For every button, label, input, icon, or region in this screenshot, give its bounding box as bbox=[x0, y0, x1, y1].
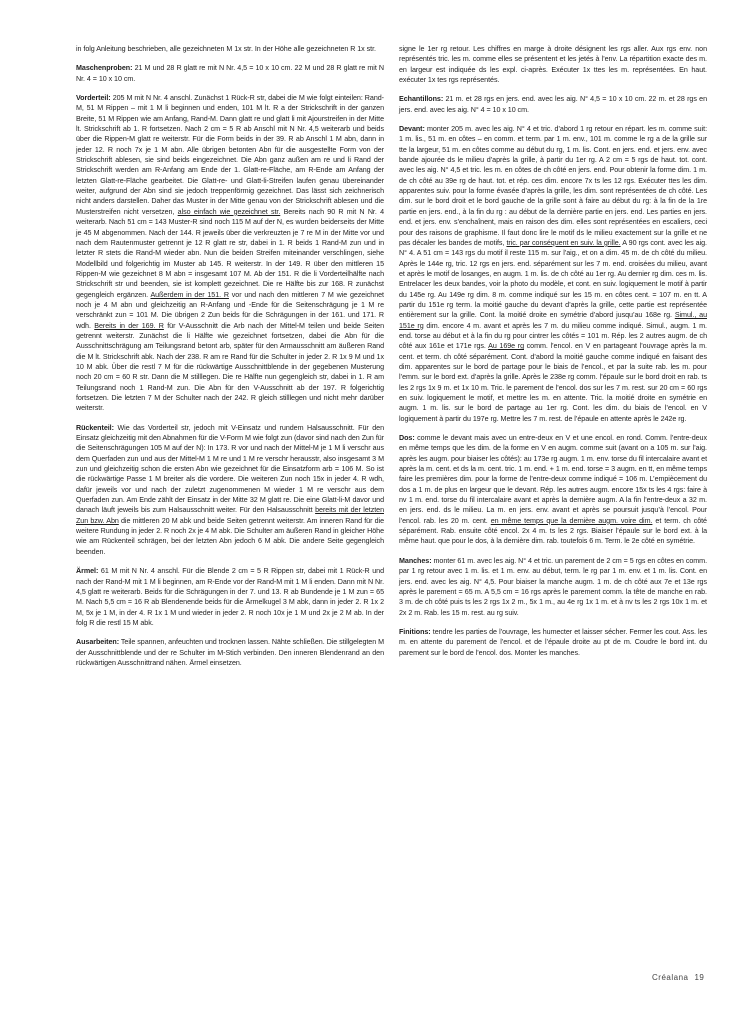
paragraph-text: comme le devant mais avec un entre-deux en V et une encol. en rond. Comm. l’entre-deux en même temps que les dim. de la forme en V en augm. comme suit (avant on a 105 m. sur l’aig. après les augm. pour biaiser les côtés): au 173e rg augm. 1 m. env. torse du fil intercalaire avant et après la m. cent. et ds la m. cent. tric. 1 m. end. + 1 m. end. torse = 3 augm. en tt, en même temps faire les premières dim. pour la forme de l’entre-deux comme indiqué = 106 m. L’empiècement du dos a 1 m. de plus en largeur que le devant. Rép. les autres augm. encore 15x ts les 4 rgs: faire à nv 1 m. end. torse du fil intercalaire avant et après la dernière augm. A la fin l’entre-deux a 32 m. en jers. end. ds le milieu. La m. en jers. env. avant et après se poursuit jusqu’à l’encol. Pour l’encol. rab. les 20 m. cent. bbox=[399, 434, 707, 525]
underlined-phrase: en même temps que la dernière augm. voire dim. bbox=[490, 516, 653, 525]
paragraph-text: comm. l’encol. en V en partageant l’ouvrage après la m. cent. et term. ch côté séparément. Cont. d’abord la moitié gauche comme indiqué en faisant des dim. apparentes sur le bord de partage pour le biais de l’encol., et par la suite rab. les m. pour l’emm. sur le bord ext. d’après la grille. Après le 238e rg comm. l’épaule sur le bord droit en rab. ts les 2 rgs 1x 9 m. et 1x 10 m. Tric. le parement de l’encol. dos sur les 7 m. rest. sur 20 cm = 60 rgs en suiv. logiquement le motif, et mettre les m. en attente. Tric. la moitié droite en symétrie en augm. 1 m. lis. sur le bord de partage au 1er rg. Cont. les dim. du biais de l’encol. en V logiquement à partir du 197e rg. Mettre les 7 m. rest. de l’épaule en attente après le 242e rg. bbox=[399, 342, 707, 423]
paragraph-text: 205 M mit N Nr. 4 anschl. Zunächst 1 Rück-R str, dabei die M wie folgt einteilen: Rand-M, 51 M Rippen – mit 1 M li beginnen und enden, 101 M lt. R a der Strickschrift in der ganzen Breite, 51 M Rippen wie am Anfang, Rand-M. Dann glatt re und glatt li mit Ajourstreifen in der Mitte lt. Strickschrift ab 1. R fortsetzen. Nach 2 cm = 5 R ab Anschl mit N Nr. 4,5 weiterarb und beids über die Rippen-M glatt re weiterstr. Für die Form beids in der 39. R ab Anschl 1 M abn, dann in jeder 12. R noch 7x je 1 M abn. Alle übrigen betonten Abn für die ausgestellte Form von der Strickschrift ablesen, sie sind beids eingezeichnet. Die Abn ganz außen am re und li Rand der Strickschrift werden am R-Anfang am Ende der 1. Glatt-re-Fläche, am R-Ende am Anfang der letzten Glatt-re-Fläche gearbeitet. Die Glatt-re- und Glatt-li-Streifen laufen genau übereinander weiter, aufgrund der Abn sind sie jedoch treppenförmig gezeichnet. Das lässt sich zeichnerisch nicht anders darstellen. Daher das Muster in der Mitte genau von der Strickschrift ablesen und die Musterstreifen nicht versetzen, bbox=[76, 94, 384, 216]
right-paragraph bbox=[399, 556, 707, 618]
underlined-phrase: also einfach wie gezeichnet str. bbox=[177, 207, 281, 216]
paragraph-text: 61 M mit N Nr. 4 anschl. Für die Blende 2 cm = 5 R Rippen str, dabei mit 1 Rück-R und nach der Rand-M mit 1 M li beginnen, am R-Ende vor der Rand-M mit 1 M li enden. Dann mit N Nr. 4,5 glatt re weiterarb. Beids für die Schrägungen in der 7. und 13. R ab Bundende je 1 M zun = 65 M. Nach 5,5 cm = 16 R ab Blendenende beids für die Ärmelkugel 3 M abk, dann in jeder 2. R 1x 2 M, 5x je 1 M, in der 4. R 1x 1 M und wieder in jeder 2. R noch 10x je 1 M und 2x je 2 M ab. In der folg R die restl 15 M abk. bbox=[76, 567, 384, 627]
section-heading: Devant: bbox=[399, 125, 425, 134]
right-paragraph bbox=[399, 627, 707, 658]
underlined-phrase: bereits mit der letzten Zun bzw. Abn bbox=[76, 506, 384, 525]
underlined-phrase: Simul., au 151e rg bbox=[399, 311, 707, 330]
right-paragraph bbox=[399, 94, 707, 115]
left-paragraph bbox=[76, 566, 384, 628]
paragraph-text: et term. ch côté séparément. Rab. ensuite côté encol. 2x 4 m. ts les 2 rgs. Biaiser l’épaule sur le bord ext. à la même haut. que pour le dos, à la dernière dim. rab. toutefois 6 m. Term. le 2e côté en symétrie. bbox=[399, 516, 707, 546]
section-heading: Finitions: bbox=[399, 627, 431, 636]
right-paragraph bbox=[399, 433, 707, 547]
paragraph-text: tendre les parties de l’ouvrage, les humecter et laisser sécher. Fermer les cout. Ass. les m. en attente du parement de l’encol. et de l’épaule droite au pt de m. Coudre le bord int. du parement sur le bord de l’encol. dos. Monter les manches. bbox=[399, 627, 708, 657]
paragraph-text: vor und nach den mittleren 7 M wie gezeichnet noch je 4 M abn und gleichzeitig an R-Anfang und -Ende für die Seitenschrägung je 1 M re verschränkt zun = 101 M. Die übrigen 2 Zun beids für die Schrägungen in der 161. und 171. R wdh. bbox=[76, 290, 384, 330]
paragraph-text: signe le 1er rg retour. Les chiffres en marge à droite désignent les rgs aller. Aux rgs env. non représentés tric. les m. comme elles se présentent et les jetés à l’env. La répartition exacte des m. en largeur est indiquée ds les expl. ci-après. Exécuter 1x ttes les m. représentées. En haut. exécuter 1x tes rgs représentés. bbox=[399, 45, 707, 85]
right-paragraph bbox=[399, 44, 707, 85]
page-number: 19 bbox=[694, 973, 705, 982]
paragraph-text: A 90 rgs cont. avec les aig. N° 4. A 51 cm = 143 rgs du motif il reste 115 m. sur l’aig., et on a dim. 45 m. de ch côté du milieu. Après le 144e rg, tric. 12 rgs en jers. end. séparément sur les 7 m. end. croisées du milieu, avant et après le motif de losanges, en augm. 1 m. lis. de ch côté au 1er rg. Au dernier rg dim. ces m. lis. Entrelacer les deux bandes, voir la photo du modèle, et cont. en suiv. logiquement le motif à partir du 145e rg. Au 149e rg dim. 8 m. comme indiqué sur les 15 m. en côtes cent. = 107 m. en tt. A partir du 151e rg term. la moitié gauche du devant d’après la grille, cette partie est représentée entièrement sur la grille. Cont. la moitié droite en symétrie d’abord jusqu’au 168e rg. bbox=[399, 238, 707, 320]
paragraph-text: Wie das Vorderteil str, jedoch mit V-Einsatz und rundem Halsausschnitt. Für den Einsatz gleichzeitig mit den Abnahmen für die V-Form M wie folgt zun (davor sind nach den Zun für die Seitenschrägungen 105 M auf der N): In 173. R vor und nach der Mittel-M je 1 M li verschr aus dem Querfaden zun und aus der Mittel-M 1 M re und 1 M re verschr herausstr, also insgesamt 3 M zun und gleichzeitig schon die ersten Abn wie gezeichnet für die Einsatzform arb = 106 M. So ist die rückwärtige Passe 1 M breiter als die vordere. Die weiteren Zun noch 15x in jeder 4. R wdh, dafür jeweils vor und nach der zuletzt zugenommenen M wieder 1 M re verschr aus dem Querfaden zun. Am Ende zählt der Einsatz in der Mitte 32 M glatt re. Die eine Glatt-li-M davor und danach läuft jeweils bis zum Halsausschnitt weiter. Für den Halsausschnitt bbox=[76, 423, 385, 515]
german-instructions-column bbox=[76, 44, 384, 677]
underlined-phrase: Außerdem in der 151. R bbox=[150, 290, 229, 299]
section-heading: Manches: bbox=[399, 556, 432, 565]
section-heading: Rückenteil: bbox=[76, 423, 114, 432]
paragraph-text: dim. encore 4 m. avant et après les 7 m. du milieu comme indiqué. Simul., augm. 1 m. end. torse au début et à la fin du rg pour cintrer les côtés = 101 m. Rép. les 2 autres augm. de ch côté aux 161e et 171e rgs. bbox=[399, 321, 707, 351]
paragraph-text: monter 61 m. avec les aig. N° 4 et tric. un parement de 2 cm = 5 rgs en côtes en comm. par 1 rg retour avec 1 m. lis. et 1 m. env. au début, term. le rg par 1 m. env. et 1 m. lis. Cont. en jers. end. avec les aig. N° 4,5. Pour biaiser la manche augm. 1 m. de ch côté aux 7e et 13e rgs après le parement = 65 m. A 5,5 cm = 16 rgs après le parement comm. la tête de manche en rab. 3 m. de ch côté puis ts les 2 rgs 1x 2 m., 5x 1 m., au 4e rg 1x 1 m. et à nv ts les 2 rgs 10x 1 m. et 2x 2 m. Rab. les 15 m. rest. au rg suiv. bbox=[399, 556, 707, 617]
underlined-phrase: Bereits in der 169. R bbox=[94, 321, 164, 330]
section-heading: Ärmel: bbox=[76, 567, 99, 576]
section-heading: Vorderteil: bbox=[76, 94, 111, 103]
page-footer bbox=[652, 973, 704, 982]
paragraph-text: 21 M und 28 R glatt re mit N Nr. 4,5 = 10 x 10 cm. 22 M und 28 R glatt re mit N Nr. 4 = 10 x 10 cm. bbox=[76, 64, 384, 83]
paragraph-text: die mittleren 20 M abk und beide Seiten getrennt weiterstr. Am inneren Rand für die weitere Rundung in jeder 2. R noch 2x je 4 M abk. Die Schulter am äußeren Rand in gleicher Höhe wie am Rückenteil schrägen, bei der letzten Abn jedoch 6 M abk. Die andere Seite gegengleich beenden. bbox=[76, 516, 385, 556]
paragraph-text: 21 m. et 28 rgs en jers. end. avec les aig. N° 4,5 = 10 x 10 cm. 22 m. et 28 rgs en jers. end. avec les aig. N° 4 = 10 x 10 cm. bbox=[399, 95, 707, 114]
section-heading: Maschenproben: bbox=[76, 64, 133, 73]
paragraph-text: in folg Anleitung beschrieben, alle gezeichneten M 1x str. In der Höhe alle gezeichneten R 1x str. bbox=[76, 45, 376, 53]
paragraph-text: für V-Ausschnitt die Arb nach der Mittel-M teilen und beide Seiten getrennt weiterstr. Zunächst die li Hälfte wie gezeichnet fortsetzen, dabei die Abn für die Ausschnittschrägung am Teilungsrand betont arb, später für den Armausschnitt am äußeren Rand die M lt. Strickschrift abk. Nach der 238. R am re Rand für die Schulter in jeder 2. R 1x 9 M und 1x 10 M abk. Über die restl 7 M für die rückwärtige Ausschnittblende in der gegebenen Musterung noch 20 cm = 60 R str. Dann die M stilllegen. Die re Hälfte nun gegengleich str, dabei in 1. R am Teilungsrand noch 1 Rand-M zun. Die Abn für den V-Ausschnitt ab der 197. R folgerichtig fortsetzen. Die letzten 7 M der Schulter nach der 242. R gleich stilllegen und nicht mehr darüber weiterstr. bbox=[76, 321, 385, 413]
paragraph-text: Bereits nach 90 R mit N Nr. 4 weiterarb. Nach 51 cm = 143 Muster-R sind noch 115 M auf der N, es wurden beiderseits der Mitte je 45 M abgenommen. Nach der 144. R jeweils über die verkreuzten je 7 re M in der Mitte vor und nach dem Rautenmuster getrennt je 12 R glatt re str, dabei in 1. R beids 1 Rand-M zun und in letzter R stets die Rand-M wieder abn. Nun die beiden Streifen miteinander verschlingen, siehe Modellbild und folgerichtig im Muster ab 145. R weiterstr. In der 149. R über den mittleren 15 Rippen-M wie gezeichnet 8 M abn = insgesamt 107 M. Ab der 151. R die li Vorderteilhälfte nach Strickschrift str und beenden, sie ist komplett gezeichnet. Die re Hälfte bis zur 168. R zunächst gegengleich ergänzen. bbox=[76, 207, 384, 299]
left-paragraph bbox=[76, 423, 384, 557]
underlined-phrase: Au 169e rg bbox=[488, 342, 524, 351]
right-paragraph bbox=[399, 124, 707, 424]
underlined-phrase: tric. par conséquent en suiv. la grille. bbox=[506, 238, 621, 247]
section-heading: Dos: bbox=[399, 434, 415, 443]
left-paragraph bbox=[76, 63, 384, 84]
section-heading: Echantillons: bbox=[399, 95, 444, 104]
section-heading: Ausarbeiten: bbox=[76, 638, 120, 647]
footer-brand: Créalana bbox=[652, 973, 689, 982]
left-paragraph bbox=[76, 637, 384, 668]
paragraph-text: Teile spannen, anfeuchten und trocknen lassen. Nähte schließen. Die stillgelegten M der Ausschnittblende und der re Schulter im M-Stich verbinden. Den inneren Blendenrand an den rückwärtigen Ausschnittrand nähen. Ärmel einsetzen. bbox=[76, 638, 384, 667]
french-instructions-column bbox=[399, 44, 707, 667]
left-paragraph bbox=[76, 93, 384, 414]
left-paragraph bbox=[76, 44, 384, 54]
paragraph-text: monter 205 m. avec les aig. N° 4 et tric. d’abord 1 rg retour en répart. les m. comme suit: 1 m. lis., 51 m. en côtes – en comm. et term. par 1 m. env., 101 m. comme le rg a de la grille sur tte la largeur, 51 m. en côtes comme au début du rg, 1 m. lis. Cont. en jers. end. et jers. env. avec bande ajourée ds le milieu d’après la grille, à partir du 1er rg. A 2 cm = 5 rgs de haut. tot. cont. avec les aig. N° 4,5 et tric. les m. en côtes de ch côté en jers. end. Pour obtenir la forme dim. 1 m. de ch côté au 39e rg de haut. tot. et rép. ces dim. encore 7x ts les 12 rgs. Exécuter ttes les dim. apparentes suiv. pour la forme évasée d’après la grille, les dim. sont représentées de ch côté. Les dim. sur le bord droit et le bord gauche de la grille sont à faire au début du rg: à la fin de la 1re partie en jers. end., à la fin du rg : au début de la dernière partie en jers. end. Les parties en jers. end. et jers. env. s’enchaînent, mais en raison des dim. elles sont représentées en escaliers, ceci pour des raisons de graphisme. Il faut donc lire le motif ds le milieu exactement sur la grille et ne pas décaler les bandes de motifs, bbox=[399, 125, 707, 247]
